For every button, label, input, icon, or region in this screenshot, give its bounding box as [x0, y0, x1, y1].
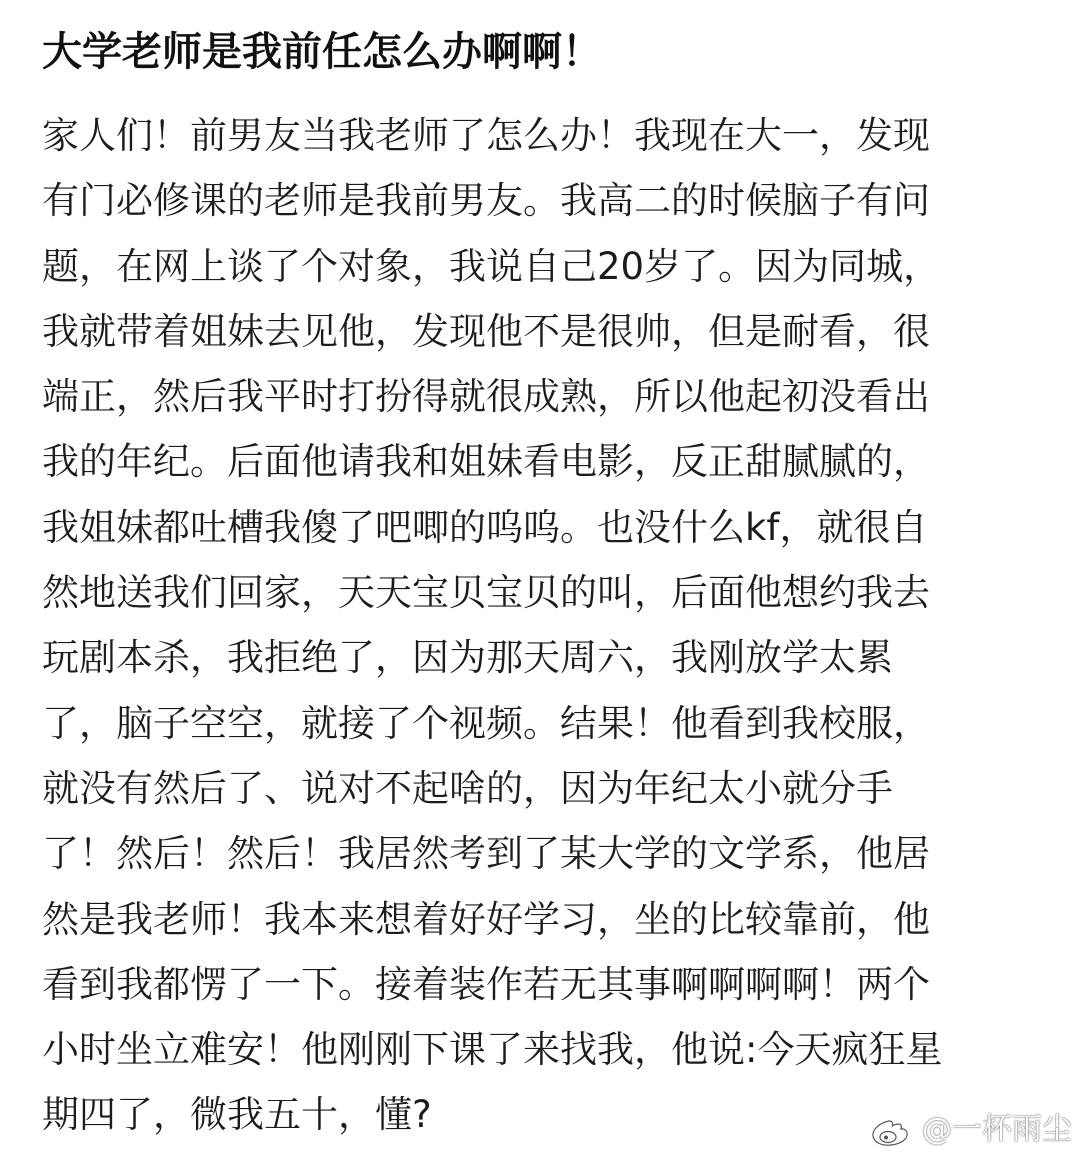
- post-body-line: 家人们！前男友当我老师了怎么办！我现在大一，发现: [42, 114, 930, 157]
- post-body-line: 就没有然后了、说对不起啥的，因为年纪太小就分手: [42, 766, 893, 810]
- post-body-line: 题，在网上谈了个对象，我说自己20岁了。因为同城，: [42, 244, 941, 288]
- weibo-icon: [870, 1112, 916, 1148]
- watermark: [870, 1110, 1072, 1150]
- post-title: 大学老师是我前任怎么办啊啊！: [42, 29, 602, 75]
- post-body-line: 我的年纪。后面他请我和姐妹看电影，反正甜腻腻的，: [42, 440, 930, 484]
- watermark-text: @一杯雨尘: [922, 1112, 1072, 1147]
- post-body-line: 我姐妹都吐槽我傻了吧唧的呜呜。也没什么kf，就很自: [42, 505, 928, 549]
- post-body-line: 有门必修课的老师是我前男友。我高二的时候脑子有问: [42, 179, 930, 223]
- post-body-line: 我就带着姐妹去见他，发现他不是很帅，但是耐看，很: [42, 309, 930, 353]
- post-body-line: 端正，然后我平时打扮得就很成熟，所以他起初没看出: [42, 375, 930, 419]
- post-body-line: 然地送我们回家，天天宝贝宝贝的叫，后面他想约我去: [42, 571, 930, 615]
- post-body: [42, 103, 1042, 1148]
- post-body-line: 小时坐立难安！他刚刚下课了来找我，他说:今天疯狂星: [42, 1028, 943, 1072]
- post-body-line: 玩剧本杀，我拒绝了，因为那天周六，我刚放学太累: [42, 636, 893, 680]
- post-body-line: 期四了，微我五十，懂?: [42, 1093, 432, 1137]
- post-body-line: 看到我都愣了一下。接着装作若无其事啊啊啊啊！两个: [42, 962, 930, 1006]
- post-body-line: 了，脑子空空，就接了个视频。结果！他看到我校服，: [42, 701, 930, 745]
- post-body-line: 然是我老师！我本来想着好好学习，坐的比较靠前，他: [42, 897, 930, 941]
- post-body-line: 了！然后！然后！我居然考到了某大学的文学系，他居: [42, 832, 930, 876]
